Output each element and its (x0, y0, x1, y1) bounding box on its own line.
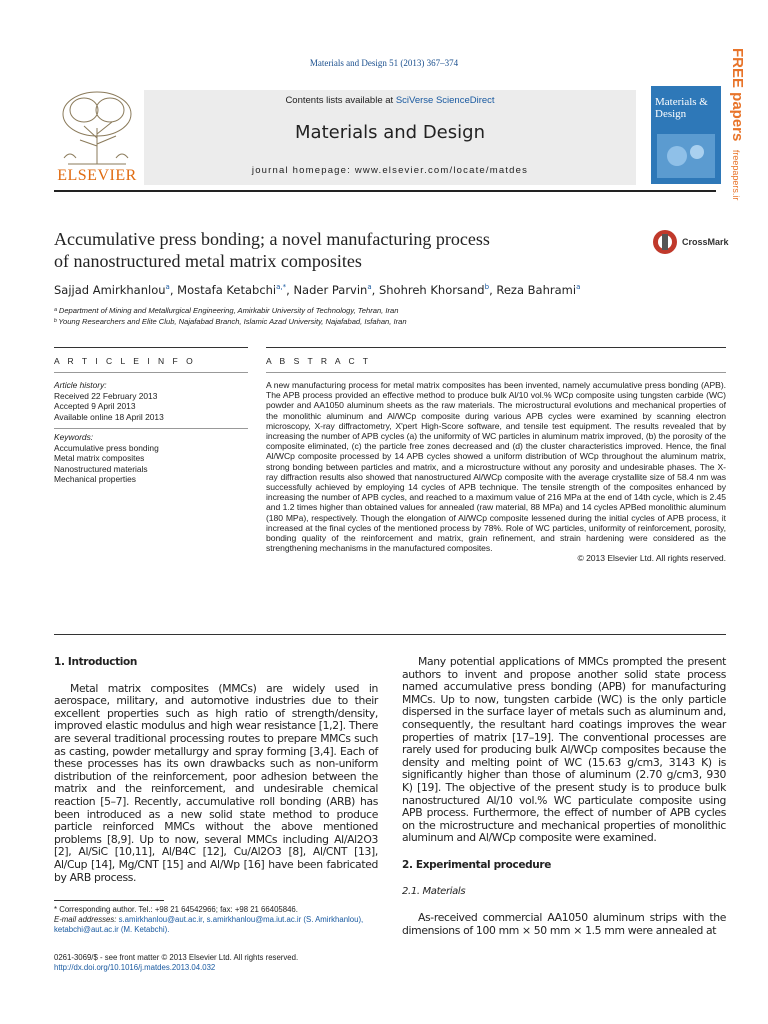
body-column-left (54, 656, 378, 884)
issn-line: 0261-3069/$ - see front matter © 2013 Elsevier Ltd. All rights reserved. (54, 953, 299, 962)
author-affil-mark[interactable]: a (576, 283, 581, 292)
title-line-1: Accumulative press bonding; a novel manufacturing process (54, 229, 490, 249)
sciencedirect-link[interactable]: SciVerse ScienceDirect (395, 95, 495, 106)
history-received: Received 22 February 2013 (54, 390, 158, 401)
article-info (54, 380, 248, 485)
materials-paragraph: As-received commercial AA1050 aluminum strips with the dimensions of 100 mm × 50 mm × 1.5 mm were annealed at (402, 911, 726, 937)
author-affil-mark[interactable]: a,* (276, 283, 287, 292)
keywords-heading: Keywords: (54, 432, 94, 442)
author-list: Sajjad Amirkhanlou$^a$, Mostafa Ketabchi$^{a,*}$, Nader Parvin$^a$, Shohreh Khorsand$^b$, Reza Bahrami$^a$ (54, 283, 581, 297)
abstract-sub-rule (266, 372, 726, 373)
abstract-top-rule (266, 347, 726, 348)
abstract-body (266, 380, 726, 564)
free-papers-label: FREE papers (729, 48, 746, 142)
footer-meta (54, 953, 378, 973)
keyword: Accumulative press bonding (54, 442, 159, 453)
journal-homepage[interactable]: journal homepage: www.elsevier.com/locate/matdes (251, 165, 529, 176)
paper-title (54, 228, 614, 272)
title-line-2: of nanostructured metal matrix composites (54, 251, 362, 271)
body-column-right (402, 656, 726, 937)
history-online: Available online 18 April 2013 (54, 411, 164, 422)
keyword: Mechanical properties (54, 474, 136, 484)
footnotes (54, 905, 378, 935)
experimental-heading: 2. Experimental procedure (402, 858, 552, 871)
intro-paragraph-1: Metal matrix composites (MMCs) are widely used in aerospace, military, and automotive industries due to their excellent properties such as high ratio of strength/density, improved elastic modulus and high wear resistance [1,2]. There are several traditional processing routes to prepare MMCs such as casting, powder metallurgy and spray forming [3,4]. Each of these processes has its own drawbacks such as non-uniform distribution of the reinforcement, poor adhesion between the matrix and the reinforcement, and undesirable chemical reaction [5–7]. Recently, accumulative roll bonding (ARB) has been introduced as a new solid state method to produce particle reinforced MMCs without the above mentioned problems [8,9]. Up to now, several MMCs including Al/Al2O3 [2], Al/SiC [10,11], Al/B4C [12], Cu/Al2O3 [8], Al/CNT [13], Al/Cup [14], Mg/CNT [15] and Al/Wp [16] have been fabricated by ARB process. (54, 681, 378, 884)
body-divider (54, 634, 726, 635)
abstract-label: A B S T R A C T (266, 356, 372, 366)
article-info-top-rule (54, 347, 248, 348)
crossmark-button[interactable] (652, 229, 729, 260)
affiliation-a: ᵃ Department of Mining and Metallurgical Engineering, Amirkabir University of Technology, Tehran, Iran (54, 306, 399, 315)
history-heading: Article history: (54, 380, 107, 390)
keyword: Nanostructured materials (54, 463, 148, 474)
abstract-copyright: © 2013 Elsevier Ltd. All rights reserved. (577, 553, 726, 564)
free-papers-badge[interactable] (724, 48, 750, 201)
abstract-text: A new manufacturing process for metal matrix composites has been invented, namely accumulative press bonding (APB). The APB process provided an effective method to produce bulk Al/10 vol.% WCp composite using tungsten carbide (WC) powder and AA1050 aluminum sheets as the raw materials. The microstructural evolutions and mechanical properties of the monolithic aluminum and Al/WCp composite during various APB cycles were examined by scanning electron microscopy, X-ray diffractometry, X'pert High-Score software, and tensile test equipment. The results revealed that by increasing the number of APB cycles (a) the uniformity of WC particles in aluminum matrix improved, (b) the porosity of the composite eliminated, (c) the particle free zones decreased and (d) the cluster characteristics improved. Hence, the final Al/WCp composite processed by 14 APB cycles showed a uniform distribution of WCp throughout the aluminum matrix, strong bonding between particles and matrix, and a microstructure without any porosity and undesirable phases. The X-ray diffraction results also showed that nanostructured Al/WCp composite with the average crystallite size of 58.4 nm was successfully achieved by employing 14 cycles of APB technique. The tensile strength of the composites enhanced by increasing the number of APB cycles, and reached to a maximum value of 216 MPa at the end of 14th cycle, which is 2.45 and 1.2 times higher than obtained values for annealed (raw material, 88 MPa) and 14 cycles APBed monolithic aluminum (180 MPa), respectively. Though the elongation of Al/WCp composite lessened during the initial cycles of APB process, it increased at the final cycles of the mentioned process by 78%. Role of WC particles, uniformity of reinforcement, porosity, bonding quality of the reinforcement and matrix, grain refinement, and strain hardening were considered as the strengthening mechanisms in the manufactured composites. (266, 380, 726, 554)
crossmark-label: CrossMark (682, 237, 729, 247)
header-divider (54, 190, 716, 192)
materials-heading: 2.1. Materials (402, 885, 466, 897)
info-divider (54, 428, 248, 429)
contents-prefix: Contents lists available at (285, 95, 396, 106)
author-name[interactable]: Mostafa Ketabchi (177, 283, 277, 297)
author-affil-mark[interactable]: a (367, 283, 372, 292)
article-info-label: A R T I C L E I N F O (54, 356, 196, 366)
author-affil-mark[interactable]: b (484, 283, 490, 292)
corresponding-author-note: * Corresponding author. Tel.: +98 21 64542966; fax: +98 21 66405846. (54, 905, 298, 914)
affiliation-b: ᵇ Young Researchers and Elite Club, Najafabad Branch, Islamic Azad University, Najafabad, Isfahan, Iran (54, 317, 407, 326)
cover-title: Materials & Design (655, 96, 708, 120)
doi-link[interactable]: http://dx.doi.org/10.1016/j.matdes.2013.04.032 (54, 963, 216, 972)
crossmark-icon (652, 229, 678, 255)
journal-citation[interactable]: Materials and Design 51 (2013) 367–374 (309, 58, 459, 68)
intro-heading: 1. Introduction (54, 656, 138, 668)
email-note (54, 915, 378, 935)
author-name[interactable]: Nader Parvin (293, 283, 368, 297)
journal-name: Materials and Design (295, 122, 485, 143)
intro-paragraph-2: Many potential applications of MMCs prompted the present authors to invent and propose another solid state process named accumulative press bonding (APB) for manufacturing MMCs. Up to now, tungsten carbide (WC) is the only particle dispersed in the surface layer of metals such as aluminum and, consequently, the resultant hard coatings improves the wear properties of matrix [17–19]. The conventional processes are rarely used for producing bulk Al/WCp composites because the density and melting point of WC (15.63 g/cm3, 3143 K) is significantly higher than those of aluminum (2.70 g/cm3, 930 K) [19]. The objective of the present study is to produce bulk nanostructured Al/10 vol.% WC particulate composite using APB process. Furthermore, the effect of number of APB cycles on the microstructure and mechanical properties of monolithic aluminum and Al/WCp composite were examined. (402, 655, 726, 845)
free-papers-site: freepapers.ir (731, 149, 741, 201)
elsevier-wordmark: ELSEVIER (57, 167, 137, 184)
journal-cover-image (651, 86, 721, 184)
article-info-sub-rule (54, 372, 248, 373)
contents-line (144, 95, 636, 106)
author-name[interactable]: Shohreh Khorsand (378, 283, 485, 297)
author-name[interactable]: Reza Bahrami (496, 283, 577, 297)
history-accepted: Accepted 9 April 2013 (54, 401, 136, 411)
author-affil-mark[interactable]: a (165, 283, 170, 292)
footnote-rule (54, 900, 164, 901)
email-addresses[interactable]: s.amirkhanlou@aut.ac.ir, s.amirkhanlou@ma.iut.ac.ir (S. Amirkhanlou), ketabchi@aut.ac.ir (M. Ketabchi). (54, 915, 364, 934)
email-label: E-mail addresses: (54, 915, 117, 924)
keyword: Metal matrix composites (54, 453, 145, 463)
author-name[interactable]: Sajjad Amirkhanlou (54, 283, 166, 297)
